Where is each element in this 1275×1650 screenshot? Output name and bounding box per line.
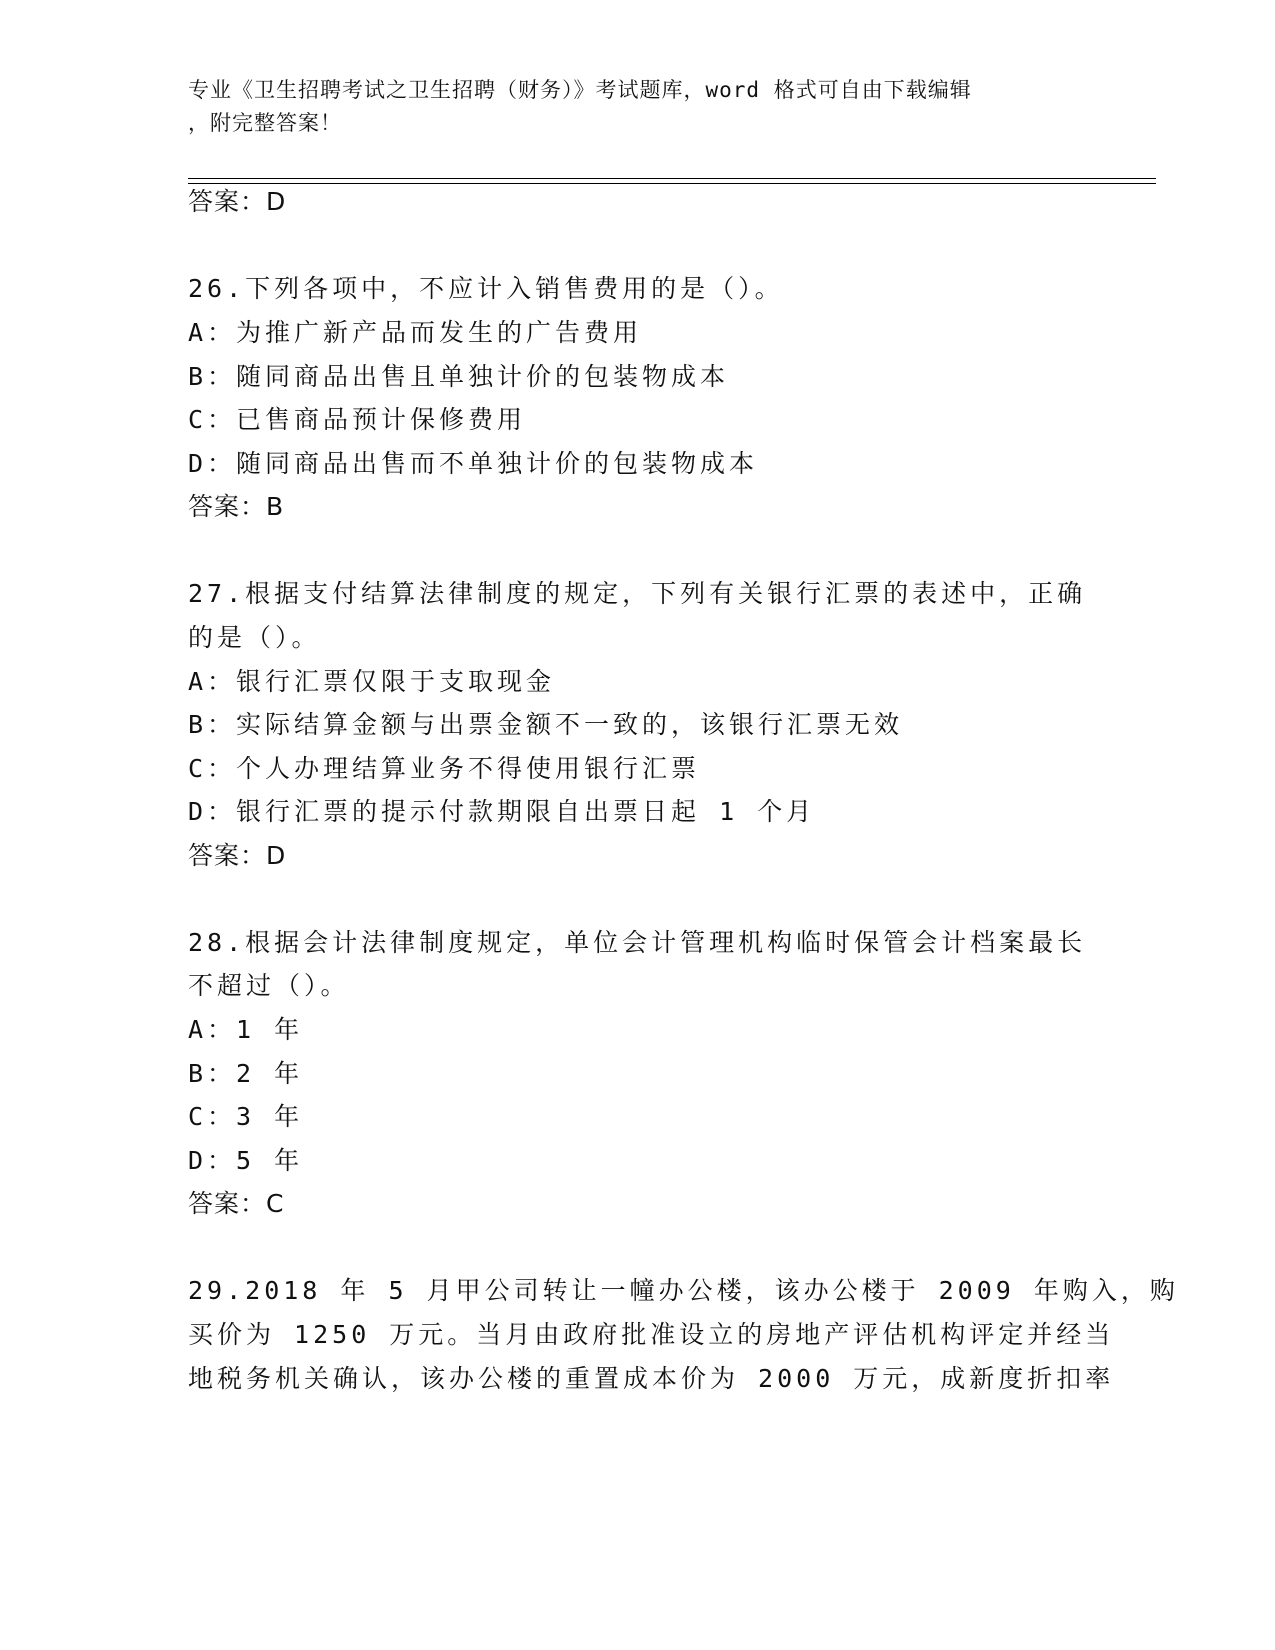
question-28-stem-line-2: 不超过（）。 (188, 971, 350, 1000)
question-28-option-b: B：2 年 (188, 1059, 304, 1088)
header-divider-top (188, 178, 1156, 179)
header-line-2: ，附完整答案！ (188, 111, 342, 135)
previous-answer: 答案：D (188, 187, 287, 216)
question-27-option-b: B：实际结算金额与出票金额不一致的，该银行汇票无效 (188, 710, 904, 739)
header-divider-bottom (188, 183, 1156, 184)
question-28-stem-line-1: 28.根据会计法律制度规定，单位会计管理机构临时保管会计档案最长 (188, 928, 1087, 957)
question-27-stem-line-1: 27.根据支付结算法律制度的规定，下列有关银行汇票的表述中，正确 (188, 579, 1087, 608)
question-28-answer: 答案：C (188, 1189, 285, 1218)
question-26-answer: 答案：B (188, 492, 285, 521)
question-27-option-c: C：个人办理结算业务不得使用银行汇票 (188, 754, 701, 783)
question-26-stem: 26.下列各项中，不应计入销售费用的是（）。 (188, 274, 784, 303)
question-26-option-b: B：随同商品出售且单独计价的包装物成本 (188, 362, 730, 391)
question-29-stem-line-3: 地税务机关确认，该办公楼的重置成本价为 2000 万元，成新度折扣率 (188, 1364, 1115, 1393)
question-26-option-a: A：为推广新产品而发生的广告费用 (188, 318, 643, 347)
question-28-option-c: C：3 年 (188, 1102, 304, 1131)
question-29-stem-line-1: 29.2018 年 5 月甲公司转让一幢办公楼，该办公楼于 2009 年购入，购 (188, 1276, 1179, 1305)
document-header (188, 74, 1088, 140)
question-29-stem-line-2: 买价为 1250 万元。当月由政府批准设立的房地产评估机构评定并经当 (188, 1320, 1115, 1349)
question-28-option-a: A：1 年 (188, 1015, 304, 1044)
question-28-option-d: D：5 年 (188, 1146, 304, 1175)
question-26-option-c: C：已售商品预计保修费用 (188, 405, 527, 434)
question-27-stem-line-2: 的是（）。 (188, 623, 321, 652)
question-27-answer: 答案：D (188, 841, 287, 870)
question-27-option-d: D：银行汇票的提示付款期限自出票日起 1 个月 (188, 797, 816, 826)
question-27-option-a: A：银行汇票仅限于支取现金 (188, 667, 556, 696)
question-26-option-d: D：随同商品出售而不单独计价的包装物成本 (188, 449, 759, 478)
header-line-1: 专业《卫生招聘考试之卫生招聘（财务）》考试题库，word 格式可自由下载编辑 (188, 78, 972, 102)
